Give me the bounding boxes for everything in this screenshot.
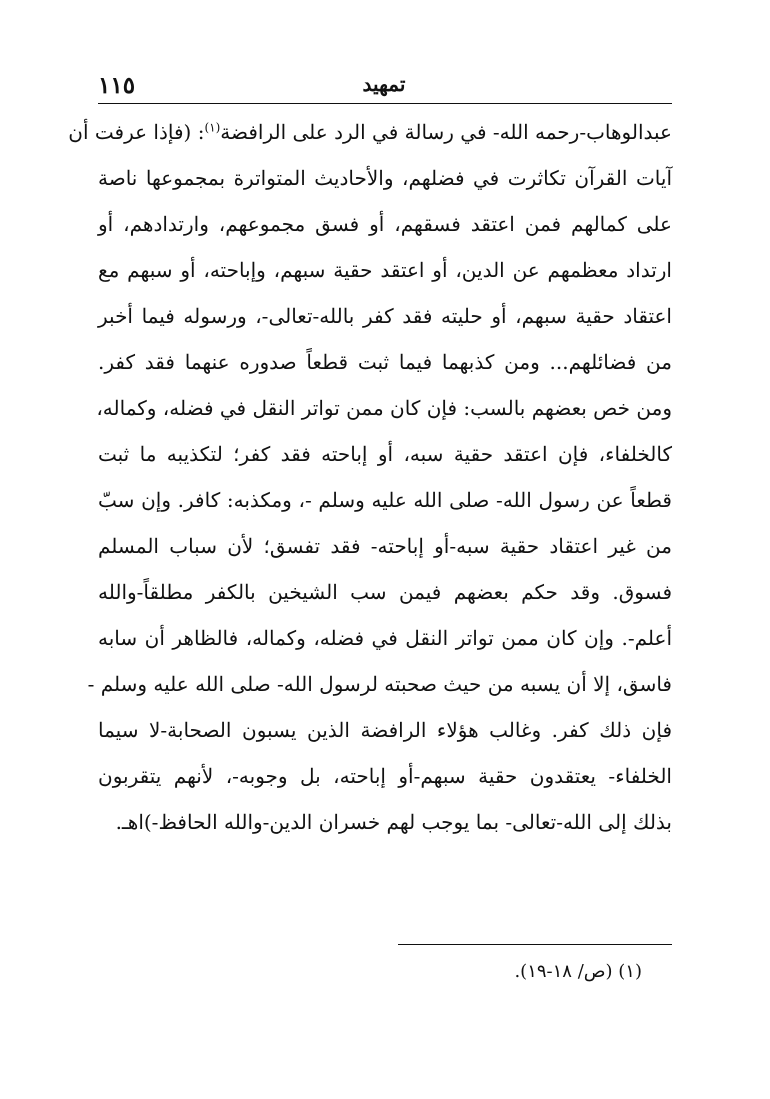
running-title: تمهيد bbox=[362, 72, 406, 96]
header-rule bbox=[98, 103, 672, 104]
text-line-9: قطعاً عن رسول الله- صلى الله عليه وسلم -، ومكذبه: كافر. وإن سبّ bbox=[98, 488, 672, 512]
body-text bbox=[68, 114, 673, 850]
text-line-1 bbox=[68, 114, 672, 160]
text-line-10: من غير اعتقاد حقية سبه-أو إباحته- فقد تفسق؛ لأن سباب المسلم bbox=[98, 534, 672, 558]
text-line-2: آيات القرآن تكاثرت في فضلهم، والأحاديث المتواترة بمجموعها ناصة bbox=[98, 166, 672, 190]
page-header bbox=[98, 72, 670, 102]
text-line-14: فإن ذلك كفر. وغالب هؤلاء الرافضة الذين يسبون الصحابة-لا سيما bbox=[98, 718, 673, 742]
text-line-16: بذلك إلى الله-تعالى- بما يوجب لهم خسران الدين-والله الحافظ-)اهـ. bbox=[115, 810, 672, 834]
text-line-6: من فضائلهم... ومن كذبهما فيما ثبت قطعاً صدوره عنهما فقد كفر. bbox=[98, 350, 672, 374]
footnote: (١) (ص/ ١٨-١٩). bbox=[514, 961, 642, 982]
text-line-5: اعتقاد حقية سبهم، أو حليته فقد كفر بالله-تعالى-، ورسوله فيما أخبر bbox=[98, 304, 672, 328]
text-line-1-end: : (فإذا عرفت أن bbox=[68, 120, 205, 144]
text-line-13: فاسق، إلا أن يسبه من حيث صحبته لرسول الله- صلى الله عليه وسلم - bbox=[87, 672, 672, 696]
text-line-11: فسوق. وقد حكم بعضهم فيمن سب الشيخين بالكفر مطلقاً-والله bbox=[98, 580, 672, 604]
page-number: ١١٥ bbox=[98, 72, 136, 99]
text-line-3: على كمالهم فمن اعتقد فسقهم، أو فسق مجموعهم، وارتدادهم، أو bbox=[98, 212, 672, 236]
text-line-7: ومن خص بعضهم بالسب: فإن كان ممن تواتر النقل في فضله، وكماله، bbox=[96, 396, 672, 420]
footnote-reference: (١) bbox=[204, 120, 221, 135]
text-line-8: كالخلفاء، فإن اعتقد حقية سبه، أو إباحته فقد كفر؛ لتكذيبه ما ثبت bbox=[98, 442, 672, 466]
text-line-15: الخلفاء- يعتقدون حقية سبهم-أو إباحته، بل وجوبه-، لأنهم يتقربون bbox=[98, 764, 672, 788]
text-line-1-start: عبدالوهاب-رحمه الله- في رسالة في الرد على الرافضة bbox=[220, 120, 672, 144]
text-line-12: أعلم-. وإن كان ممن تواتر النقل في فضله، وكماله، فالظاهر أن سابه bbox=[98, 626, 672, 650]
text-line-4: ارتداد معظمهم عن الدين، أو اعتقد حقية سبهم، وإباحته، أو سبهم مع bbox=[98, 258, 672, 282]
footnote-rule bbox=[398, 944, 672, 945]
